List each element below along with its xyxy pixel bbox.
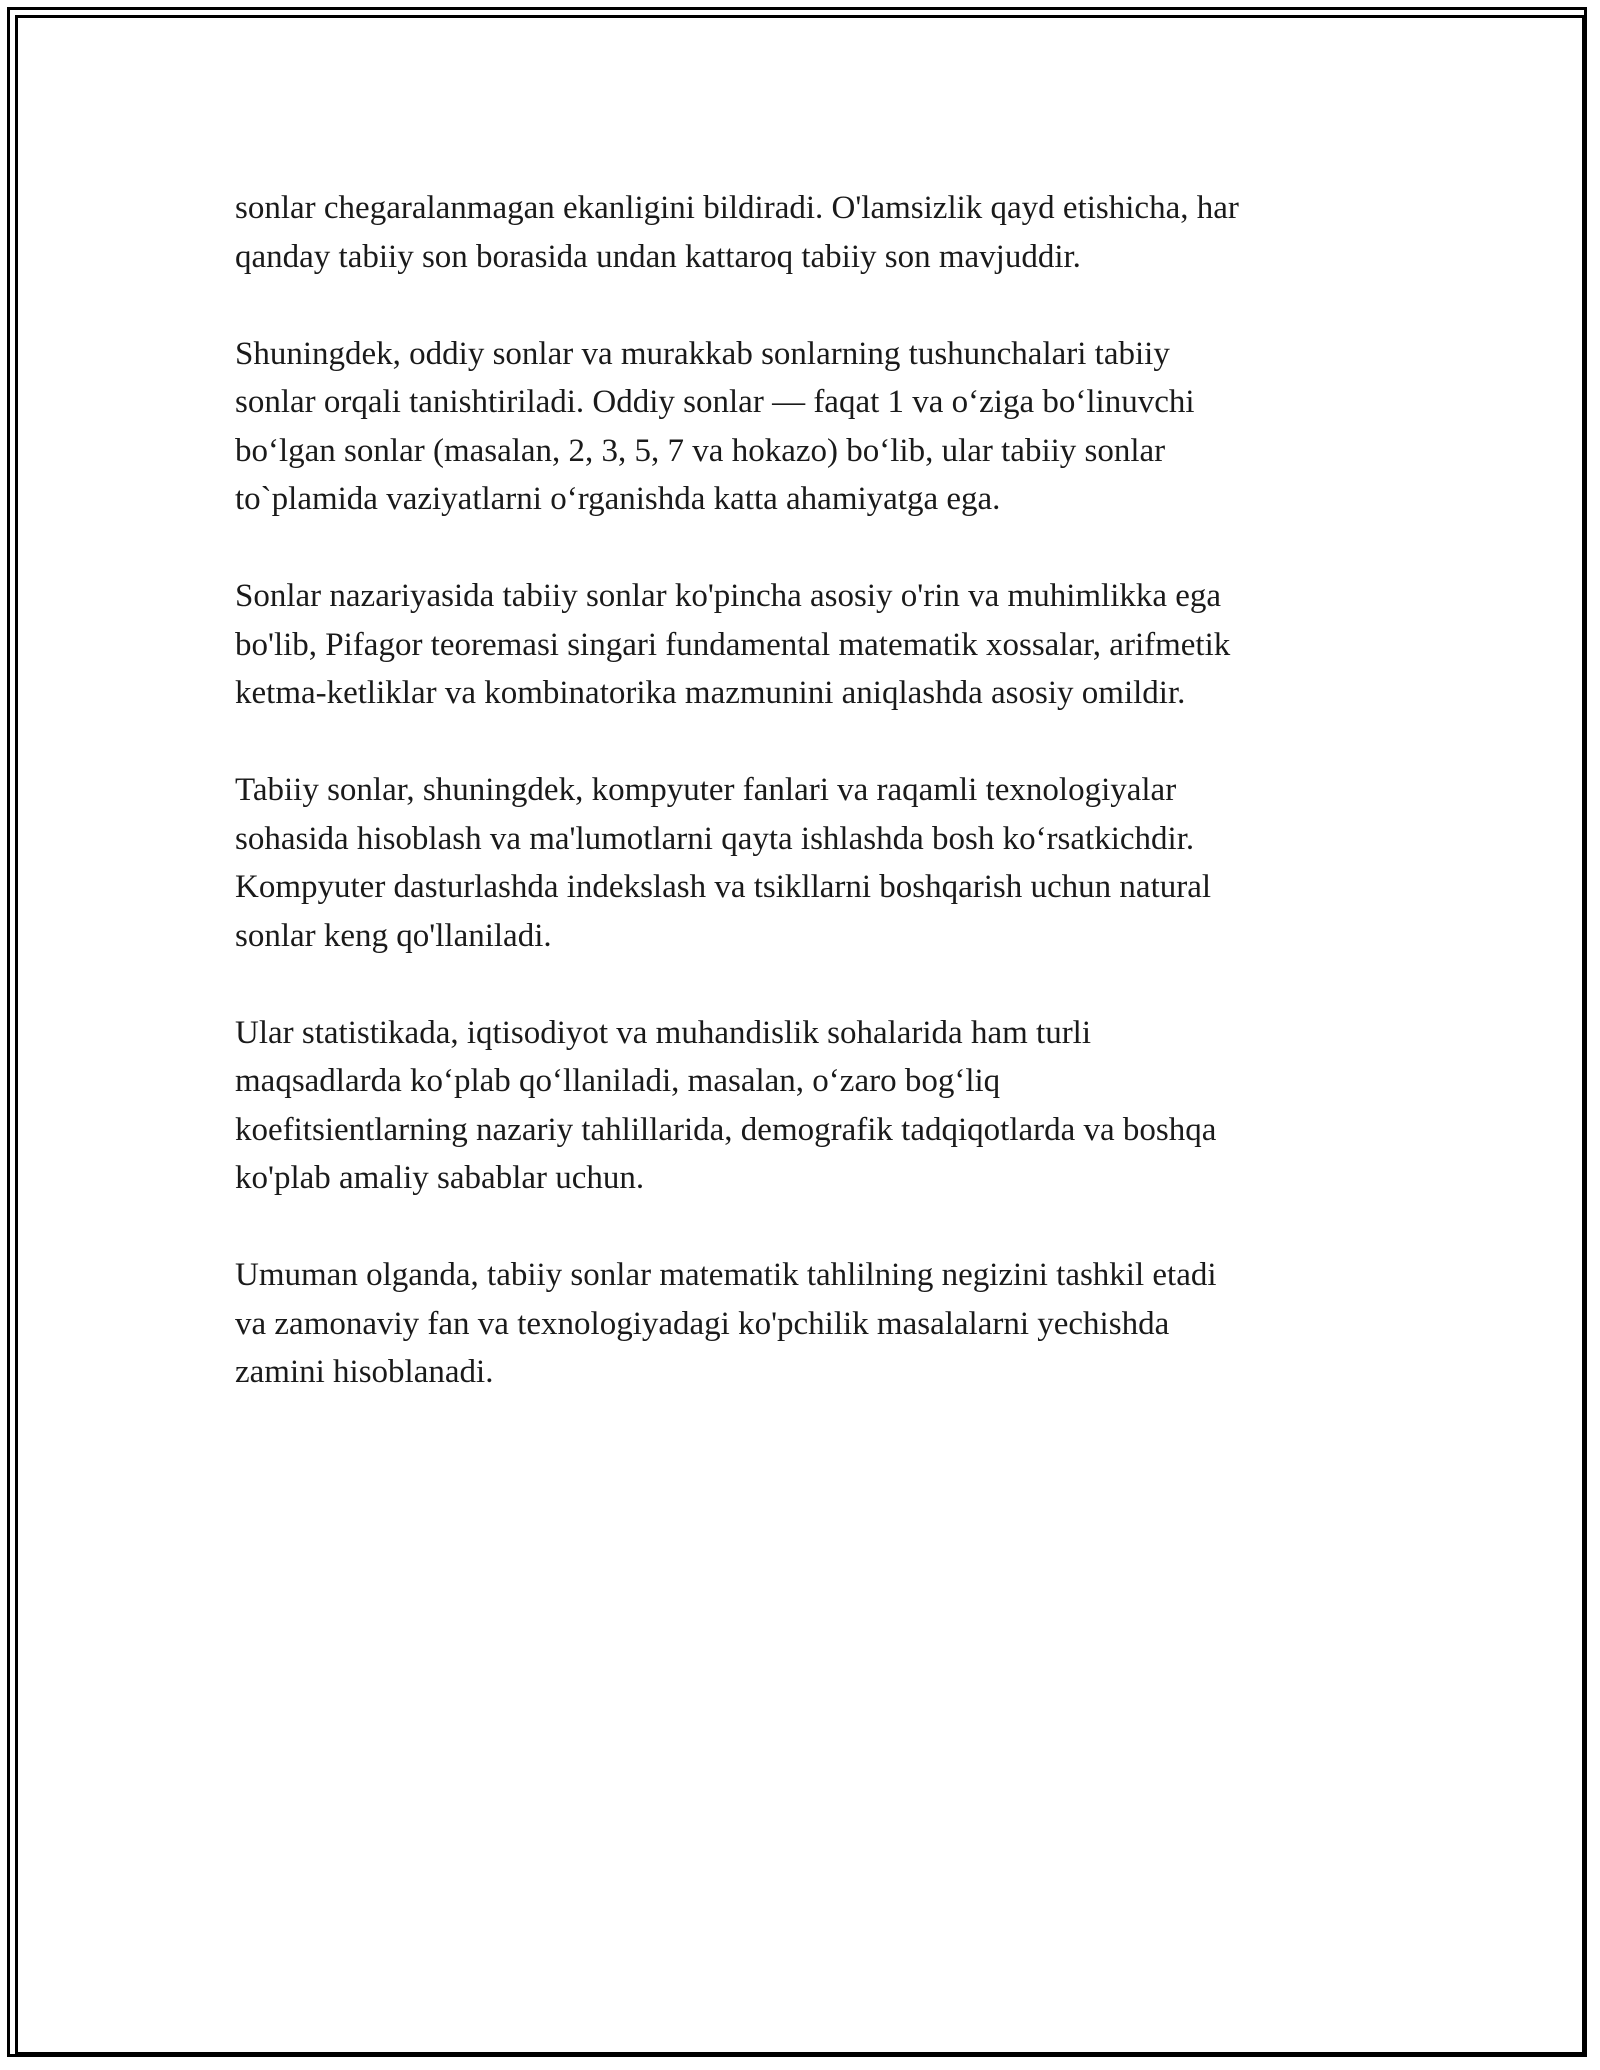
paragraph-number-theory: Sonlar nazariyasida tabiiy sonlar ko'pincha asosiy o'rin va muhimlikka ega bo'lib, Pifagor teoremasi singari fundamental matematik xossalar, arifmetik ketma-ketliklar va kombinatorika mazmunini aniqlashda asosiy omildir. [235, 578, 1231, 711]
paragraph-conclusion: Umuman olganda, tabiiy sonlar matematik tahlilning negizini tashkil etadi va zamonaviy fan va texnologiyadagi ko'pchilik masalalarni yechishda zamini hisoblanadi. [235, 1257, 1217, 1390]
paragraph-statistics-economics: Ular statistikada, iqtisodiyot va muhandislik sohalarida ham turli maqsadlarda ko‘plab qo‘llaniladi, masalan, o‘zaro bog‘liq koefitsientlarning nazariy tahlillarida, demografik tadqiqotlarda va boshqa ko'plab amaliy sabablar uchun. [235, 1014, 1217, 1196]
document-body [235, 184, 1375, 1445]
paragraph-computer-science: Tabiiy sonlar, shuningdek, kompyuter fanlari va raqamli texnologiyalar sohasida hisoblash va ma'lumotlarni qayta ishlashda bosh ko‘rsatkichdir. Kompyuter dasturlashda indekslash va tsikllarni boshqarish uchun natural sonlar keng qo'llaniladi. [235, 772, 1212, 954]
paragraph-natural-numbers-infinite: sonlar chegaralanmagan ekanligini bildiradi. O'lamsizlik qayd etishicha, har qanday tabiiy son borasida undan kattaroq tabiiy son mavjuddir. [235, 190, 1239, 275]
paragraph-prime-numbers: Shuningdek, oddiy sonlar va murakkab sonlarning tushunchalari tabiiy sonlar orqali tanishtiriladi. Oddiy sonlar — faqat 1 va o‘ziga bo‘linuvchi bo‘lgan sonlar (masalan, 2, 3, 5, 7 va hokazo) bo‘lib, ular tabiiy sonlar to`plamida vaziyatlarni o‘rganishda katta ahamiyatga ega. [235, 335, 1195, 517]
